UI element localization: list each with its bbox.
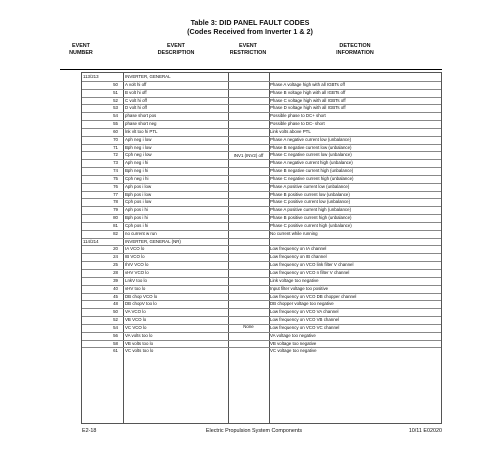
detection-information: VB voltage too negative: [270, 340, 317, 346]
table-row: [82, 136, 441, 144]
row-divider: [82, 159, 441, 160]
event-description: Bph pos i hi: [125, 215, 148, 221]
event-number: 70: [113, 136, 118, 142]
event-description: DB chopV too lo: [125, 301, 157, 307]
event-number: 80: [113, 215, 118, 221]
row-divider: [82, 206, 441, 207]
event-number: 60: [113, 128, 118, 134]
event-description: VC volts too lo: [125, 348, 154, 354]
table-row: [82, 191, 441, 199]
event-description: Bph pos i low: [125, 191, 152, 197]
event-description: DB chop VCO lo: [125, 293, 158, 299]
event-description: Cph neg i hi: [125, 175, 149, 181]
table-row: [82, 214, 441, 222]
detection-information: Phase A positive current high (unbalance): [270, 207, 352, 213]
detection-information: VC voltage too negative: [270, 348, 317, 354]
header-information-line2: INFORMATION: [336, 49, 374, 56]
event-number: 52: [113, 97, 118, 103]
detection-information: DB chopper voltage too negative: [270, 301, 334, 307]
table-row: [82, 261, 441, 269]
header-restriction-line2: RESTRICTION: [229, 49, 267, 56]
header-description-line2: DESCRIPTION: [157, 49, 195, 56]
table-row: [82, 206, 441, 214]
detection-information: Possible phase to DC- short: [270, 121, 325, 127]
event-number: 77: [113, 191, 118, 197]
event-number: 20: [113, 246, 118, 252]
event-number: 114/214: [83, 238, 99, 244]
event-description: Bph neg i hi: [125, 168, 149, 174]
event-number: 40: [113, 285, 118, 291]
table-row: [82, 253, 441, 261]
table-row: [82, 112, 441, 120]
header-number-line2: NUMBER: [69, 49, 93, 56]
row-divider: [82, 144, 441, 145]
row-divider: [82, 285, 441, 286]
detection-information: Phase D voltage high with all IGBTs off: [270, 105, 346, 111]
event-description: no current w run: [125, 230, 157, 236]
detection-information: Phase B positive current low (unbalance): [270, 191, 350, 197]
table-row: [82, 159, 441, 167]
table-row: [82, 183, 441, 191]
event-number: 55: [113, 121, 118, 127]
event-description: D volt hi off: [125, 105, 147, 111]
event-number: 81: [113, 222, 118, 228]
event-number: 61: [113, 348, 118, 354]
detection-information: Phase B negative current low (unbalance): [270, 144, 352, 150]
table-row: [82, 89, 441, 97]
table-row: [82, 308, 441, 316]
event-description: Cph neg i low: [125, 152, 152, 158]
row-divider: [82, 277, 441, 278]
table-row: [82, 222, 441, 230]
detection-information: Phase A voltage high with all IGBTs off: [270, 81, 345, 87]
table-row: [82, 277, 441, 285]
table-row: [82, 340, 441, 348]
row-divider: [82, 120, 441, 121]
header-detection-information: [268, 43, 442, 56]
table-row: [82, 97, 441, 105]
detection-information: Phase C positive current high (unbalance): [270, 222, 352, 228]
event-description: Aph neg i hi: [125, 160, 149, 166]
table-row: [82, 104, 441, 112]
table-row: [82, 167, 441, 175]
table-row: [82, 269, 441, 277]
detection-information: Low frequency on VCO n filter V channel: [270, 270, 350, 275]
table-row: [82, 293, 441, 301]
event-description: Aph neg i low: [125, 136, 152, 142]
detection-information: Phase B voltage high with all IGBTs off: [270, 89, 346, 95]
event-number: 48: [113, 301, 118, 307]
table-row: [82, 128, 441, 136]
row-divider: [82, 253, 441, 254]
row-divider: [82, 340, 441, 341]
event-number: 28: [113, 270, 118, 275]
row-divider: [82, 214, 441, 215]
detection-information: Phase A negative current low (unbalance): [270, 136, 352, 142]
event-description: VA VCO lo: [125, 309, 146, 315]
header-number-line1: EVENT: [72, 43, 90, 49]
row-divider: [82, 136, 441, 137]
detection-information: Low frequency on VCO VB channel: [270, 317, 340, 323]
event-number: 113/213: [83, 74, 99, 79]
event-description: vHV too lo: [125, 285, 146, 291]
row-divider: [82, 183, 441, 184]
detection-information: Phase A negative current high (unbalance): [270, 160, 353, 166]
row-divider: [82, 230, 441, 231]
header-description-line1: EVENT: [167, 43, 185, 49]
event-number: 50: [113, 81, 118, 87]
row-divider: [82, 191, 441, 192]
table-row: [82, 230, 441, 238]
event-description: lnk vlt too hi PTL: [125, 128, 158, 134]
event-description: Aph pos i low: [125, 183, 152, 189]
header-information-line1: DETECTION: [339, 43, 371, 49]
detection-information: Low frequency on VCO DB chopper channel: [270, 293, 357, 299]
row-divider: [82, 269, 441, 270]
table-subtitle: (Codes Received from Inverter 1 & 2): [187, 27, 313, 36]
event-number: 39: [113, 277, 118, 283]
event-description: Aph pos i hi: [125, 207, 148, 213]
event-number: 72: [113, 152, 118, 158]
detection-information: Link voltage too negative: [270, 277, 319, 283]
table-row: [82, 120, 441, 128]
detection-information: Phase C negative current low (unbalance): [270, 152, 352, 158]
row-divider: [82, 324, 441, 325]
event-description: vHV VCO lo: [125, 270, 149, 275]
table-row: [82, 151, 441, 159]
row-divider: [82, 308, 441, 309]
row-divider: [82, 81, 441, 82]
detection-information: Phase B negative current high (unbalance): [270, 168, 354, 174]
detection-information: Link volts above PTL: [270, 128, 311, 134]
event-number: 71: [113, 144, 118, 150]
table-row: [82, 198, 441, 206]
table-row: [82, 175, 441, 183]
event-description: INVERTER, GENERAL (NR): [125, 238, 181, 244]
detection-information: VA voltage too negative: [270, 332, 316, 338]
event-number: 79: [113, 207, 118, 213]
detection-information: Low frequency on IA channel: [270, 246, 327, 252]
table-row: [82, 245, 441, 253]
table-row: [82, 300, 441, 308]
fault-codes-table: [81, 72, 442, 424]
row-divider: [82, 347, 441, 348]
row-divider: [82, 167, 441, 168]
footer-document-title: Electric Propulsion System Components: [205, 428, 303, 434]
restriction-inverter-off: INV1 (INV2) off: [233, 153, 264, 158]
header-rule: [60, 69, 442, 70]
restriction-none: None: [243, 324, 254, 329]
event-number: 73: [113, 160, 118, 166]
event-number: 56: [113, 332, 118, 338]
detection-information: Low frequency on VCO VA channel: [270, 309, 339, 315]
detection-information: Possible phase to DC+ short: [270, 113, 326, 119]
table-row: [82, 238, 441, 246]
row-divider: [82, 238, 441, 239]
event-description: phase short pos: [125, 113, 157, 119]
event-number: 75: [113, 175, 118, 181]
table-row: [82, 144, 441, 152]
event-description: C volt hi off: [125, 97, 147, 103]
detection-information: Low frequency on VCO link filter V channel: [270, 262, 354, 268]
event-number: 51: [113, 89, 118, 95]
table-row: [82, 332, 441, 340]
event-number: 50: [113, 309, 118, 315]
event-description: Cph pos i hi: [125, 222, 149, 228]
event-number: 24: [113, 254, 118, 260]
row-divider: [82, 261, 441, 262]
header-event-restriction: [227, 43, 269, 56]
detection-information: No current while running: [270, 230, 318, 236]
header-restriction-line1: EVENT: [239, 43, 257, 49]
event-number: 78: [113, 199, 118, 205]
row-divider: [82, 332, 441, 333]
event-description: VC VCO lo: [125, 324, 147, 330]
row-divider: [82, 245, 441, 246]
event-number: 45: [113, 293, 118, 299]
detection-information: Input filter voltage too positive: [270, 285, 329, 291]
table-row: [82, 316, 441, 324]
detection-information: Phase B positive current high (unbalance): [270, 215, 352, 221]
event-description: IA VCO lo: [125, 246, 145, 252]
row-divider: [82, 151, 441, 152]
event-number: 25: [113, 262, 118, 268]
footer-page-number: E2-18: [82, 428, 97, 434]
row-divider: [82, 104, 441, 105]
event-number: 54: [113, 113, 118, 119]
event-number: 76: [113, 183, 118, 189]
event-number: 74: [113, 168, 118, 174]
row-divider: [82, 316, 441, 317]
header-event-description: [124, 43, 228, 56]
detection-information: Low frequency on IB channel: [270, 254, 327, 260]
table-row: [82, 285, 441, 293]
event-description: INVERTER, GENERAL: [125, 74, 171, 79]
table-title: Table 3: DID PANEL FAULT CODES: [190, 18, 310, 27]
detection-information: Low frequency on VCO VC channel: [270, 324, 340, 330]
event-description: IB VCO lo: [125, 254, 145, 260]
event-number: 82: [113, 230, 118, 236]
table-row: [82, 81, 441, 89]
footer-revision: 10/11 E02020: [408, 428, 442, 434]
event-description: A volt hi off: [125, 81, 147, 87]
row-divider: [82, 112, 441, 113]
event-description: Cph pos i low: [125, 199, 152, 205]
event-description: VB VCO lo: [125, 317, 147, 323]
detection-information: Phase A positive current low (unbalance): [270, 183, 350, 189]
row-divider: [82, 222, 441, 223]
row-divider: [82, 128, 441, 129]
table-row: [82, 73, 441, 81]
event-description: Bph neg i low: [125, 144, 152, 150]
row-divider: [82, 89, 441, 90]
header-event-number: [60, 43, 102, 56]
detection-information: Phase C positive current low (unbalance): [270, 199, 351, 205]
detection-information: Phase C negative current high (unbalance): [270, 175, 354, 181]
event-description: IhrV VCO lo: [125, 262, 149, 268]
event-description: LnkV too lo: [125, 277, 147, 283]
row-divider: [82, 198, 441, 199]
row-divider: [82, 293, 441, 294]
row-divider: [82, 300, 441, 301]
event-description: VA volts too lo: [125, 332, 153, 338]
event-description: phase short neg: [125, 121, 157, 127]
table-row: [82, 347, 441, 355]
row-divider: [82, 175, 441, 176]
row-divider: [82, 97, 441, 98]
detection-information: Phase C voltage high with all IGBTs off: [270, 97, 346, 103]
event-number: 53: [113, 105, 118, 111]
event-description: B volt hi off: [125, 89, 147, 95]
event-number: 58: [113, 340, 118, 346]
event-number: 54: [113, 324, 118, 330]
event-number: 52: [113, 317, 118, 323]
event-description: VB volts too lo: [125, 340, 154, 346]
table-row: [82, 324, 441, 332]
